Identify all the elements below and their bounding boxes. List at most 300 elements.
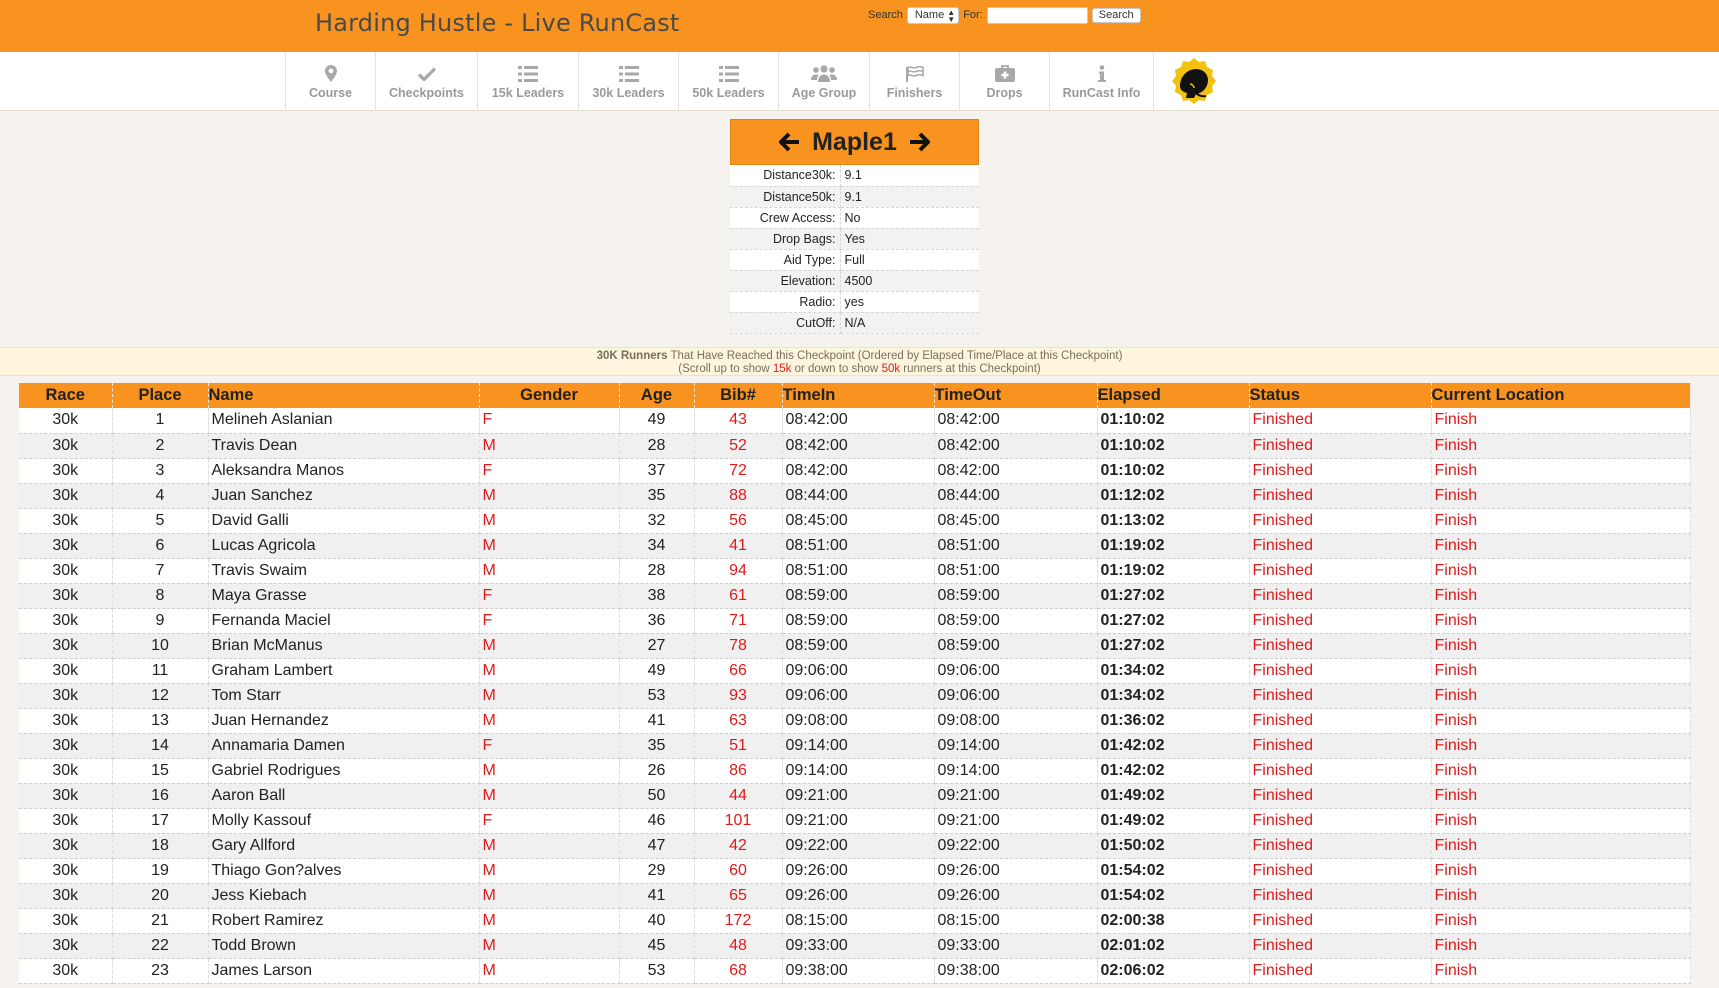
bib-cell[interactable]: 60 bbox=[694, 858, 782, 883]
nav-checkpoints[interactable] bbox=[375, 52, 477, 111]
bib-cell[interactable]: 42 bbox=[694, 833, 782, 858]
location-cell: Finish bbox=[1431, 833, 1690, 858]
name-cell[interactable]: Fernanda Maciel bbox=[208, 608, 479, 633]
column-header[interactable]: Place bbox=[112, 383, 208, 408]
age-cell: 28 bbox=[619, 558, 694, 583]
location-cell: Finish bbox=[1431, 733, 1690, 758]
bib-cell[interactable]: 88 bbox=[694, 483, 782, 508]
gender-cell: M bbox=[479, 758, 619, 783]
age-cell: 34 bbox=[619, 533, 694, 558]
detail-label: Distance50k: bbox=[730, 186, 840, 207]
bib-cell[interactable]: 68 bbox=[694, 958, 782, 983]
status-cell: Finished bbox=[1249, 808, 1431, 833]
location-cell: Finish bbox=[1431, 883, 1690, 908]
checkpoint-detail-row bbox=[730, 228, 979, 249]
search-select-value: Name bbox=[914, 8, 945, 21]
column-header[interactable]: Name bbox=[208, 383, 479, 408]
status-cell: Finished bbox=[1249, 608, 1431, 633]
place-cell: 19 bbox=[112, 858, 208, 883]
location-cell: Finish bbox=[1431, 508, 1690, 533]
elapsed-cell: 01:10:02 bbox=[1097, 433, 1249, 458]
status-cell: Finished bbox=[1249, 958, 1431, 983]
link-50k[interactable]: 50k bbox=[881, 363, 901, 375]
detail-value: 9.1 bbox=[840, 165, 979, 186]
runners-table-wrap bbox=[19, 383, 1690, 984]
notice-line2-b: or down to show bbox=[791, 363, 882, 375]
status-cell: Finished bbox=[1249, 658, 1431, 683]
location-cell: Finish bbox=[1431, 908, 1690, 933]
name-cell[interactable]: Juan Sanchez bbox=[208, 483, 479, 508]
race-cell: 30k bbox=[19, 558, 112, 583]
name-cell[interactable]: Melineh Aslanian bbox=[208, 408, 479, 433]
table-row[interactable] bbox=[19, 908, 1690, 933]
age-cell: 41 bbox=[619, 883, 694, 908]
time-in-cell: 09:26:00 bbox=[782, 858, 934, 883]
time-in-cell: 08:51:00 bbox=[782, 533, 934, 558]
bib-cell[interactable]: 78 bbox=[694, 633, 782, 658]
time-out-cell: 08:42:00 bbox=[934, 408, 1097, 433]
bib-cell[interactable]: 66 bbox=[694, 658, 782, 683]
bib-cell[interactable]: 101 bbox=[694, 808, 782, 833]
column-header[interactable]: Age bbox=[619, 383, 694, 408]
table-row[interactable] bbox=[19, 808, 1690, 833]
bib-cell[interactable]: 61 bbox=[694, 583, 782, 608]
harding-hustle-logo bbox=[1166, 56, 1222, 108]
time-out-cell: 09:38:00 bbox=[934, 958, 1097, 983]
status-cell: Finished bbox=[1249, 408, 1431, 433]
age-cell: 40 bbox=[619, 908, 694, 933]
nav-50k-leaders[interactable] bbox=[678, 52, 778, 111]
group-icon bbox=[811, 64, 837, 84]
checkpoint-detail-row bbox=[730, 291, 979, 312]
detail-label: Drop Bags: bbox=[730, 228, 840, 249]
status-cell: Finished bbox=[1249, 883, 1431, 908]
place-cell: 2 bbox=[112, 433, 208, 458]
table-row[interactable] bbox=[19, 533, 1690, 558]
time-in-cell: 09:14:00 bbox=[782, 733, 934, 758]
age-cell: 53 bbox=[619, 683, 694, 708]
place-cell: 8 bbox=[112, 583, 208, 608]
elapsed-cell: 01:10:02 bbox=[1097, 458, 1249, 483]
status-cell: Finished bbox=[1249, 683, 1431, 708]
race-cell: 30k bbox=[19, 883, 112, 908]
time-out-cell: 09:06:00 bbox=[934, 658, 1097, 683]
detail-value: 4500 bbox=[840, 270, 979, 291]
flag-icon bbox=[905, 64, 925, 84]
nav-label: Course bbox=[308, 85, 353, 100]
age-cell: 35 bbox=[619, 483, 694, 508]
table-row[interactable] bbox=[19, 833, 1690, 858]
checkpoint-name: Maple1 bbox=[812, 127, 897, 156]
time-out-cell: 09:21:00 bbox=[934, 808, 1097, 833]
location-cell: Finish bbox=[1431, 458, 1690, 483]
gender-cell: M bbox=[479, 908, 619, 933]
time-in-cell: 08:45:00 bbox=[782, 508, 934, 533]
race-cell: 30k bbox=[19, 783, 112, 808]
bib-cell[interactable]: 56 bbox=[694, 508, 782, 533]
location-cell: Finish bbox=[1431, 583, 1690, 608]
time-in-cell: 08:42:00 bbox=[782, 408, 934, 433]
name-cell[interactable]: Jess Kiebach bbox=[208, 883, 479, 908]
nav-label: RunCast Info bbox=[1062, 85, 1141, 100]
elapsed-cell: 02:00:38 bbox=[1097, 908, 1249, 933]
elapsed-cell: 01:50:02 bbox=[1097, 833, 1249, 858]
table-row[interactable] bbox=[19, 858, 1690, 883]
location-cell: Finish bbox=[1431, 758, 1690, 783]
time-out-cell: 09:14:00 bbox=[934, 733, 1097, 758]
name-cell[interactable]: Travis Dean bbox=[208, 433, 479, 458]
gender-cell: M bbox=[479, 533, 619, 558]
search-input[interactable] bbox=[987, 7, 1088, 24]
elapsed-cell: 02:06:02 bbox=[1097, 958, 1249, 983]
detail-value: 9.1 bbox=[840, 186, 979, 207]
gender-cell: M bbox=[479, 783, 619, 808]
status-cell: Finished bbox=[1249, 433, 1431, 458]
race-cell: 30k bbox=[19, 933, 112, 958]
time-out-cell: 09:14:00 bbox=[934, 758, 1097, 783]
main-nav bbox=[0, 52, 1719, 111]
gender-cell: F bbox=[479, 408, 619, 433]
table-row[interactable] bbox=[19, 933, 1690, 958]
race-cell: 30k bbox=[19, 908, 112, 933]
previous-checkpoint-arrow-icon[interactable] bbox=[779, 132, 800, 152]
gender-cell: M bbox=[479, 658, 619, 683]
name-cell[interactable]: Travis Swaim bbox=[208, 558, 479, 583]
table-row[interactable] bbox=[19, 883, 1690, 908]
time-out-cell: 08:51:00 bbox=[934, 533, 1097, 558]
race-cell: 30k bbox=[19, 583, 112, 608]
gender-cell: F bbox=[479, 458, 619, 483]
name-cell[interactable]: David Galli bbox=[208, 508, 479, 533]
place-cell: 9 bbox=[112, 608, 208, 633]
time-in-cell: 09:33:00 bbox=[782, 933, 934, 958]
nav-15k-leaders[interactable] bbox=[477, 52, 578, 111]
location-cell: Finish bbox=[1431, 933, 1690, 958]
gender-cell: F bbox=[479, 733, 619, 758]
table-row[interactable] bbox=[19, 783, 1690, 808]
age-cell: 45 bbox=[619, 933, 694, 958]
name-cell[interactable]: Gary Allford bbox=[208, 833, 479, 858]
bib-cell[interactable]: 41 bbox=[694, 533, 782, 558]
place-cell: 5 bbox=[112, 508, 208, 533]
race-cell: 30k bbox=[19, 533, 112, 558]
nav-age-group[interactable] bbox=[778, 52, 869, 111]
race-cell: 30k bbox=[19, 683, 112, 708]
status-cell: Finished bbox=[1249, 508, 1431, 533]
table-row[interactable] bbox=[19, 658, 1690, 683]
detail-label: CutOff: bbox=[730, 312, 840, 333]
column-header[interactable]: TimeOut bbox=[934, 383, 1097, 408]
table-row[interactable] bbox=[19, 508, 1690, 533]
detail-value: N/A bbox=[840, 312, 979, 333]
time-out-cell: 08:15:00 bbox=[934, 908, 1097, 933]
app-title: Harding Hustle - Live RunCast bbox=[315, 9, 680, 37]
nav-label: Checkpoints bbox=[388, 85, 464, 100]
time-in-cell: 09:21:00 bbox=[782, 808, 934, 833]
bib-cell[interactable]: 71 bbox=[694, 608, 782, 633]
bib-cell[interactable]: 172 bbox=[694, 908, 782, 933]
column-header[interactable]: Race bbox=[19, 383, 112, 408]
time-out-cell: 08:59:00 bbox=[934, 583, 1097, 608]
name-cell[interactable]: Gabriel Rodrigues bbox=[208, 758, 479, 783]
search-field-select[interactable] bbox=[907, 7, 959, 24]
name-cell[interactable]: Robert Ramirez bbox=[208, 908, 479, 933]
elapsed-cell: 01:10:02 bbox=[1097, 408, 1249, 433]
search-label: Search bbox=[868, 9, 903, 21]
gender-cell: M bbox=[479, 508, 619, 533]
runners-table bbox=[19, 383, 1691, 984]
name-cell[interactable]: Aaron Ball bbox=[208, 783, 479, 808]
place-cell: 12 bbox=[112, 683, 208, 708]
name-cell[interactable]: Lucas Agricola bbox=[208, 533, 479, 558]
age-cell: 26 bbox=[619, 758, 694, 783]
nav-drops[interactable] bbox=[959, 52, 1049, 111]
race-cell: 30k bbox=[19, 408, 112, 433]
notice-runners-label: 30K Runners bbox=[596, 350, 668, 362]
time-in-cell: 08:51:00 bbox=[782, 558, 934, 583]
place-cell: 14 bbox=[112, 733, 208, 758]
table-row[interactable] bbox=[19, 958, 1690, 983]
elapsed-cell: 01:49:02 bbox=[1097, 808, 1249, 833]
checkpoint-panel bbox=[730, 119, 979, 334]
status-cell: Finished bbox=[1249, 458, 1431, 483]
race-cell: 30k bbox=[19, 633, 112, 658]
place-cell: 3 bbox=[112, 458, 208, 483]
bib-cell[interactable]: 44 bbox=[694, 783, 782, 808]
table-row[interactable] bbox=[19, 683, 1690, 708]
place-cell: 15 bbox=[112, 758, 208, 783]
table-row[interactable] bbox=[19, 733, 1690, 758]
name-cell[interactable]: Maya Grasse bbox=[208, 583, 479, 608]
elapsed-cell: 01:27:02 bbox=[1097, 583, 1249, 608]
detail-value: No bbox=[840, 207, 979, 228]
race-cell: 30k bbox=[19, 508, 112, 533]
time-in-cell: 09:21:00 bbox=[782, 783, 934, 808]
gender-cell: M bbox=[479, 633, 619, 658]
place-cell: 23 bbox=[112, 958, 208, 983]
name-cell[interactable]: Tom Starr bbox=[208, 683, 479, 708]
name-cell[interactable]: Molly Kassouf bbox=[208, 808, 479, 833]
table-row[interactable] bbox=[19, 708, 1690, 733]
elapsed-cell: 01:19:02 bbox=[1097, 533, 1249, 558]
bib-cell[interactable]: 94 bbox=[694, 558, 782, 583]
table-row[interactable] bbox=[19, 458, 1690, 483]
location-cell: Finish bbox=[1431, 483, 1690, 508]
status-cell: Finished bbox=[1249, 908, 1431, 933]
race-cell: 30k bbox=[19, 608, 112, 633]
location-cell: Finish bbox=[1431, 608, 1690, 633]
elapsed-cell: 01:42:02 bbox=[1097, 733, 1249, 758]
detail-value: Yes bbox=[840, 228, 979, 249]
checkpoint-detail-row bbox=[730, 186, 979, 207]
name-cell[interactable]: James Larson bbox=[208, 958, 479, 983]
next-checkpoint-arrow-icon[interactable] bbox=[909, 132, 930, 152]
checkpoint-detail-row bbox=[730, 207, 979, 228]
location-cell: Finish bbox=[1431, 858, 1690, 883]
status-cell: Finished bbox=[1249, 933, 1431, 958]
age-cell: 29 bbox=[619, 858, 694, 883]
time-out-cell: 08:42:00 bbox=[934, 433, 1097, 458]
age-cell: 27 bbox=[619, 633, 694, 658]
detail-label: Crew Access: bbox=[730, 207, 840, 228]
column-header[interactable]: Elapsed bbox=[1097, 383, 1249, 408]
gender-cell: M bbox=[479, 958, 619, 983]
nav-label: Finishers bbox=[886, 85, 943, 100]
elapsed-cell: 02:01:02 bbox=[1097, 933, 1249, 958]
time-in-cell: 09:26:00 bbox=[782, 883, 934, 908]
race-cell: 30k bbox=[19, 808, 112, 833]
column-header[interactable]: TimeIn bbox=[782, 383, 934, 408]
checkmark-icon bbox=[418, 64, 436, 84]
bib-cell[interactable]: 52 bbox=[694, 433, 782, 458]
time-in-cell: 08:42:00 bbox=[782, 458, 934, 483]
checkpoint-detail-row bbox=[730, 165, 979, 186]
checkpoint-detail-row bbox=[730, 312, 979, 333]
time-out-cell: 09:26:00 bbox=[934, 858, 1097, 883]
location-cell: Finish bbox=[1431, 533, 1690, 558]
notice-line2-c: runners at this Checkpoint) bbox=[900, 363, 1041, 375]
race-cell: 30k bbox=[19, 758, 112, 783]
place-cell: 18 bbox=[112, 833, 208, 858]
status-cell: Finished bbox=[1249, 783, 1431, 808]
age-cell: 46 bbox=[619, 808, 694, 833]
map-pin-icon bbox=[325, 64, 337, 84]
name-cell[interactable]: Annamaria Damen bbox=[208, 733, 479, 758]
age-cell: 50 bbox=[619, 783, 694, 808]
time-in-cell: 08:42:00 bbox=[782, 433, 934, 458]
nav-finishers[interactable] bbox=[869, 52, 959, 111]
age-cell: 32 bbox=[619, 508, 694, 533]
search-area bbox=[868, 6, 1141, 24]
nav-label: Age Group bbox=[791, 85, 857, 100]
checkpoint-detail-row bbox=[730, 249, 979, 270]
race-cell: 30k bbox=[19, 708, 112, 733]
age-cell: 47 bbox=[619, 833, 694, 858]
gender-cell: F bbox=[479, 808, 619, 833]
age-cell: 36 bbox=[619, 608, 694, 633]
table-row[interactable] bbox=[19, 633, 1690, 658]
elapsed-cell: 01:27:02 bbox=[1097, 608, 1249, 633]
status-cell: Finished bbox=[1249, 833, 1431, 858]
column-header[interactable]: Bib# bbox=[694, 383, 782, 408]
nav-runcast-info[interactable] bbox=[1049, 52, 1153, 111]
time-in-cell: 09:06:00 bbox=[782, 658, 934, 683]
bib-cell[interactable]: 93 bbox=[694, 683, 782, 708]
race-cell: 30k bbox=[19, 733, 112, 758]
name-cell[interactable]: Juan Hernandez bbox=[208, 708, 479, 733]
table-row[interactable] bbox=[19, 608, 1690, 633]
bib-cell[interactable]: 86 bbox=[694, 758, 782, 783]
nav-course[interactable] bbox=[285, 52, 375, 111]
detail-label: Distance30k: bbox=[730, 165, 840, 186]
location-cell: Finish bbox=[1431, 708, 1690, 733]
location-cell: Finish bbox=[1431, 433, 1690, 458]
bib-cell[interactable]: 72 bbox=[694, 458, 782, 483]
name-cell[interactable]: Thiago Gon?alves bbox=[208, 858, 479, 883]
column-header[interactable]: Gender bbox=[479, 383, 619, 408]
elapsed-cell: 01:19:02 bbox=[1097, 558, 1249, 583]
location-cell: Finish bbox=[1431, 658, 1690, 683]
select-caret-icon: ▲ ▼ bbox=[947, 7, 956, 24]
time-out-cell: 08:59:00 bbox=[934, 608, 1097, 633]
column-header[interactable]: Current Location bbox=[1431, 383, 1690, 408]
place-cell: 17 bbox=[112, 808, 208, 833]
name-cell[interactable]: Graham Lambert bbox=[208, 658, 479, 683]
time-in-cell: 09:38:00 bbox=[782, 958, 934, 983]
time-out-cell: 09:26:00 bbox=[934, 883, 1097, 908]
nav-label: 30k Leaders bbox=[592, 85, 665, 100]
bib-cell[interactable]: 65 bbox=[694, 883, 782, 908]
place-cell: 1 bbox=[112, 408, 208, 433]
top-bar bbox=[0, 0, 1719, 52]
table-row[interactable] bbox=[19, 483, 1690, 508]
status-cell: Finished bbox=[1249, 533, 1431, 558]
gender-cell: M bbox=[479, 433, 619, 458]
gender-cell: F bbox=[479, 608, 619, 633]
table-row[interactable] bbox=[19, 408, 1690, 433]
elapsed-cell: 01:42:02 bbox=[1097, 758, 1249, 783]
detail-value: Full bbox=[840, 249, 979, 270]
race-cell: 30k bbox=[19, 833, 112, 858]
status-cell: Finished bbox=[1249, 708, 1431, 733]
time-out-cell: 09:21:00 bbox=[934, 783, 1097, 808]
location-cell: Finish bbox=[1431, 958, 1690, 983]
elapsed-cell: 01:12:02 bbox=[1097, 483, 1249, 508]
bib-cell[interactable]: 63 bbox=[694, 708, 782, 733]
link-15k[interactable]: 15k bbox=[772, 363, 792, 375]
time-out-cell: 09:06:00 bbox=[934, 683, 1097, 708]
table-row[interactable] bbox=[19, 758, 1690, 783]
detail-label: Radio: bbox=[730, 291, 840, 312]
list-icon bbox=[719, 64, 739, 84]
time-out-cell: 08:59:00 bbox=[934, 633, 1097, 658]
table-row[interactable] bbox=[19, 558, 1690, 583]
bib-cell[interactable]: 43 bbox=[694, 408, 782, 433]
elapsed-cell: 01:34:02 bbox=[1097, 683, 1249, 708]
place-cell: 6 bbox=[112, 533, 208, 558]
race-cell: 30k bbox=[19, 958, 112, 983]
runners-notice bbox=[0, 347, 1719, 376]
time-out-cell: 08:51:00 bbox=[934, 558, 1097, 583]
name-cell[interactable]: Brian McManus bbox=[208, 633, 479, 658]
status-cell: Finished bbox=[1249, 633, 1431, 658]
table-row[interactable] bbox=[19, 583, 1690, 608]
location-cell: Finish bbox=[1431, 783, 1690, 808]
time-in-cell: 09:08:00 bbox=[782, 708, 934, 733]
status-cell: Finished bbox=[1249, 758, 1431, 783]
bib-cell[interactable]: 48 bbox=[694, 933, 782, 958]
list-icon bbox=[619, 64, 639, 84]
search-button[interactable]: Search bbox=[1092, 8, 1141, 23]
age-cell: 41 bbox=[619, 708, 694, 733]
column-header[interactable]: Status bbox=[1249, 383, 1431, 408]
elapsed-cell: 01:13:02 bbox=[1097, 508, 1249, 533]
place-cell: 13 bbox=[112, 708, 208, 733]
place-cell: 7 bbox=[112, 558, 208, 583]
name-cell[interactable]: Aleksandra Manos bbox=[208, 458, 479, 483]
time-out-cell: 08:42:00 bbox=[934, 458, 1097, 483]
race-cell: 30k bbox=[19, 458, 112, 483]
time-in-cell: 09:22:00 bbox=[782, 833, 934, 858]
name-cell[interactable]: Todd Brown bbox=[208, 933, 479, 958]
nav-label: 15k Leaders bbox=[491, 85, 565, 100]
list-icon bbox=[518, 64, 538, 84]
nav-home-logo[interactable] bbox=[1153, 52, 1233, 111]
nav-30k-leaders[interactable] bbox=[578, 52, 678, 111]
bib-cell[interactable]: 51 bbox=[694, 733, 782, 758]
table-row[interactable] bbox=[19, 433, 1690, 458]
checkpoint-detail-row bbox=[730, 270, 979, 291]
